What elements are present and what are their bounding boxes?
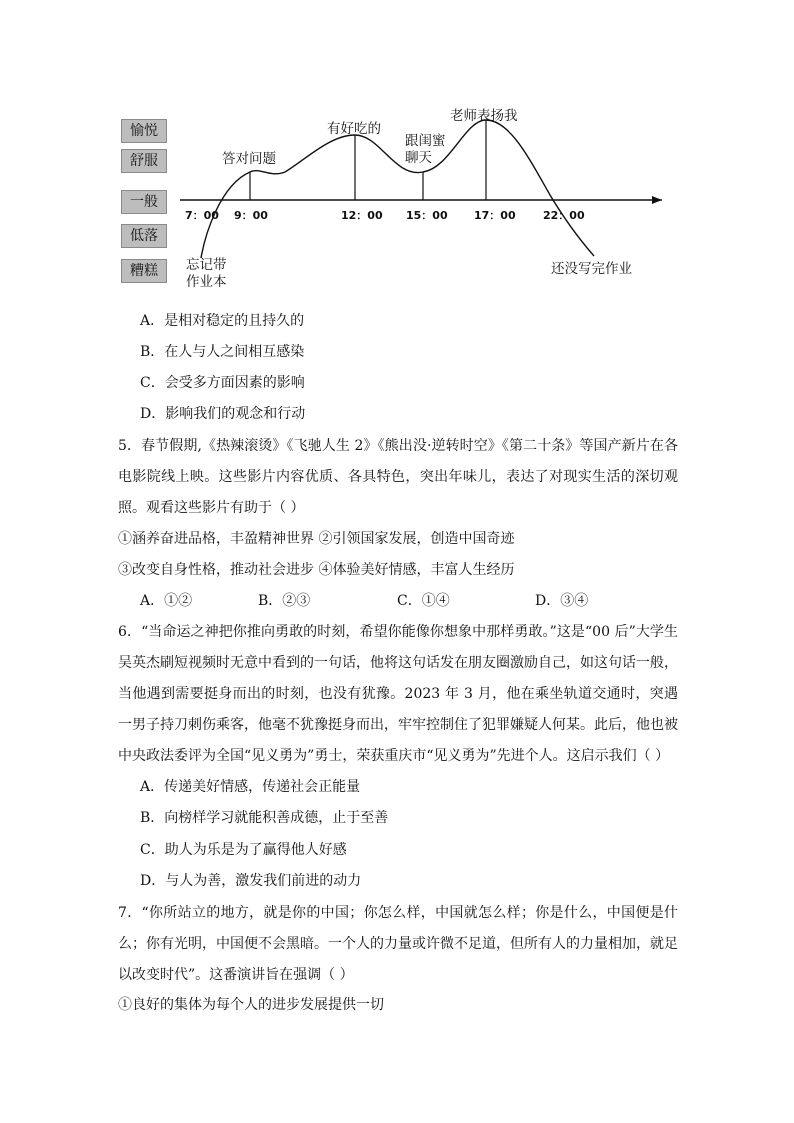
q6-option-d: D．与人为善，激发我们前进的动力 [140, 873, 362, 889]
q5-stem: 5．春节假期,《热辣滚烫》《飞驰人生 2》《熊出没·逆转时空》《第二十条》等国产新片在各电影院线上映。这些影片内容优质、各具特色，突出年味儿，表达了对现实生活的深切观照。观看这些影片有助于（ ） [118, 438, 678, 516]
event-answer: 答对问题 [222, 151, 276, 167]
q4-option-d: D．影响我们的观念和行动 [140, 406, 306, 422]
q5-choice-c: C．①④ [397, 593, 450, 609]
q5-choice-a: A．①② [140, 593, 193, 609]
mood-curve-svg [0, 0, 794, 300]
mood-level-joyful: 愉悦 [121, 119, 167, 143]
mood-level-comfortable: 舒服 [121, 149, 167, 173]
q6-option-c: C．助人为乐是为了赢得他人好感 [140, 842, 347, 858]
q4-option-a: A．是相对稳定的且持久的 [140, 313, 305, 329]
q4-option-c: C．会受多方面因素的影响 [140, 375, 305, 391]
q5-choice-b: B．②③ [258, 593, 311, 609]
event-homework: 还没写完作业 [551, 261, 632, 277]
time-label: 12：00 [341, 209, 383, 222]
time-label: 17：00 [474, 209, 516, 222]
q7-stem: 7．“你所站立的地方，就是你的中国；你怎么样，中国就怎么样；你是什么，中国便是什么；你有光明，中国便不会黑暗。一个人的力量或许微不足道，但所有人的力量相加，就足以改变时代”。这番演讲旨在强调（ ） [118, 905, 678, 983]
time-label: 7：00 [185, 209, 219, 222]
mood-level-low: 低落 [121, 224, 167, 248]
event-chat: 跟闺蜜 聊天 [405, 133, 446, 166]
q7-item-1: ①良好的集体为每个人的进步发展提供一切 [118, 997, 384, 1013]
time-label: 22：00 [543, 209, 585, 222]
event-praise: 老师表扬我 [450, 108, 518, 124]
event-forgot: 忘记带 作业本 [186, 257, 227, 290]
q5-choice-d: D．③④ [535, 593, 589, 609]
event-food: 有好吃的 [327, 121, 381, 137]
q5-item-2: ③改变自身性格，推动社会进步 ④体验美好情感，丰富人生经历 [118, 562, 515, 578]
axis-arrow [652, 196, 662, 204]
time-label: 9：00 [234, 209, 268, 222]
mood-level-normal: 一般 [121, 190, 167, 214]
q6-option-a: A．传递美好情感，传递社会正能量 [140, 779, 361, 795]
mood-level-bad: 糟糕 [121, 259, 167, 283]
mood-curve-figure [0, 0, 794, 300]
q6-stem: 6．“当命运之神把你推向勇敢的时刻，希望你能像你想象中那样勇敢。”这是“00 后”大学生吴英杰刷短视频时无意中看到的一句话，他将这句话发在朋友圈激励自己，如这句话一般，当他遇到需要挺身而出的时刻，也没有犹豫。2023 年 3 月，他在乘坐轨道交通时，突遇一男子持刀刺伤乘客，他毫不犹豫挺身而出，牢牢控制住了犯罪嫌疑人何某。此后，他也被中央政法委评为全国“见义勇为”勇士，荣获重庆市“见义勇为”先进个人。这启示我们（ ） [118, 624, 678, 764]
q4-option-b: B．在人与人之间相互感染 [140, 344, 305, 360]
mood-curve [201, 120, 594, 258]
q6-option-b: B．向榜样学习就能积善成德，止于至善 [140, 810, 389, 826]
time-label: 15：00 [406, 209, 448, 222]
q5-item-1: ①涵养奋进品格，丰盈精神世界 ②引领国家发展，创造中国奇迹 [118, 531, 515, 547]
